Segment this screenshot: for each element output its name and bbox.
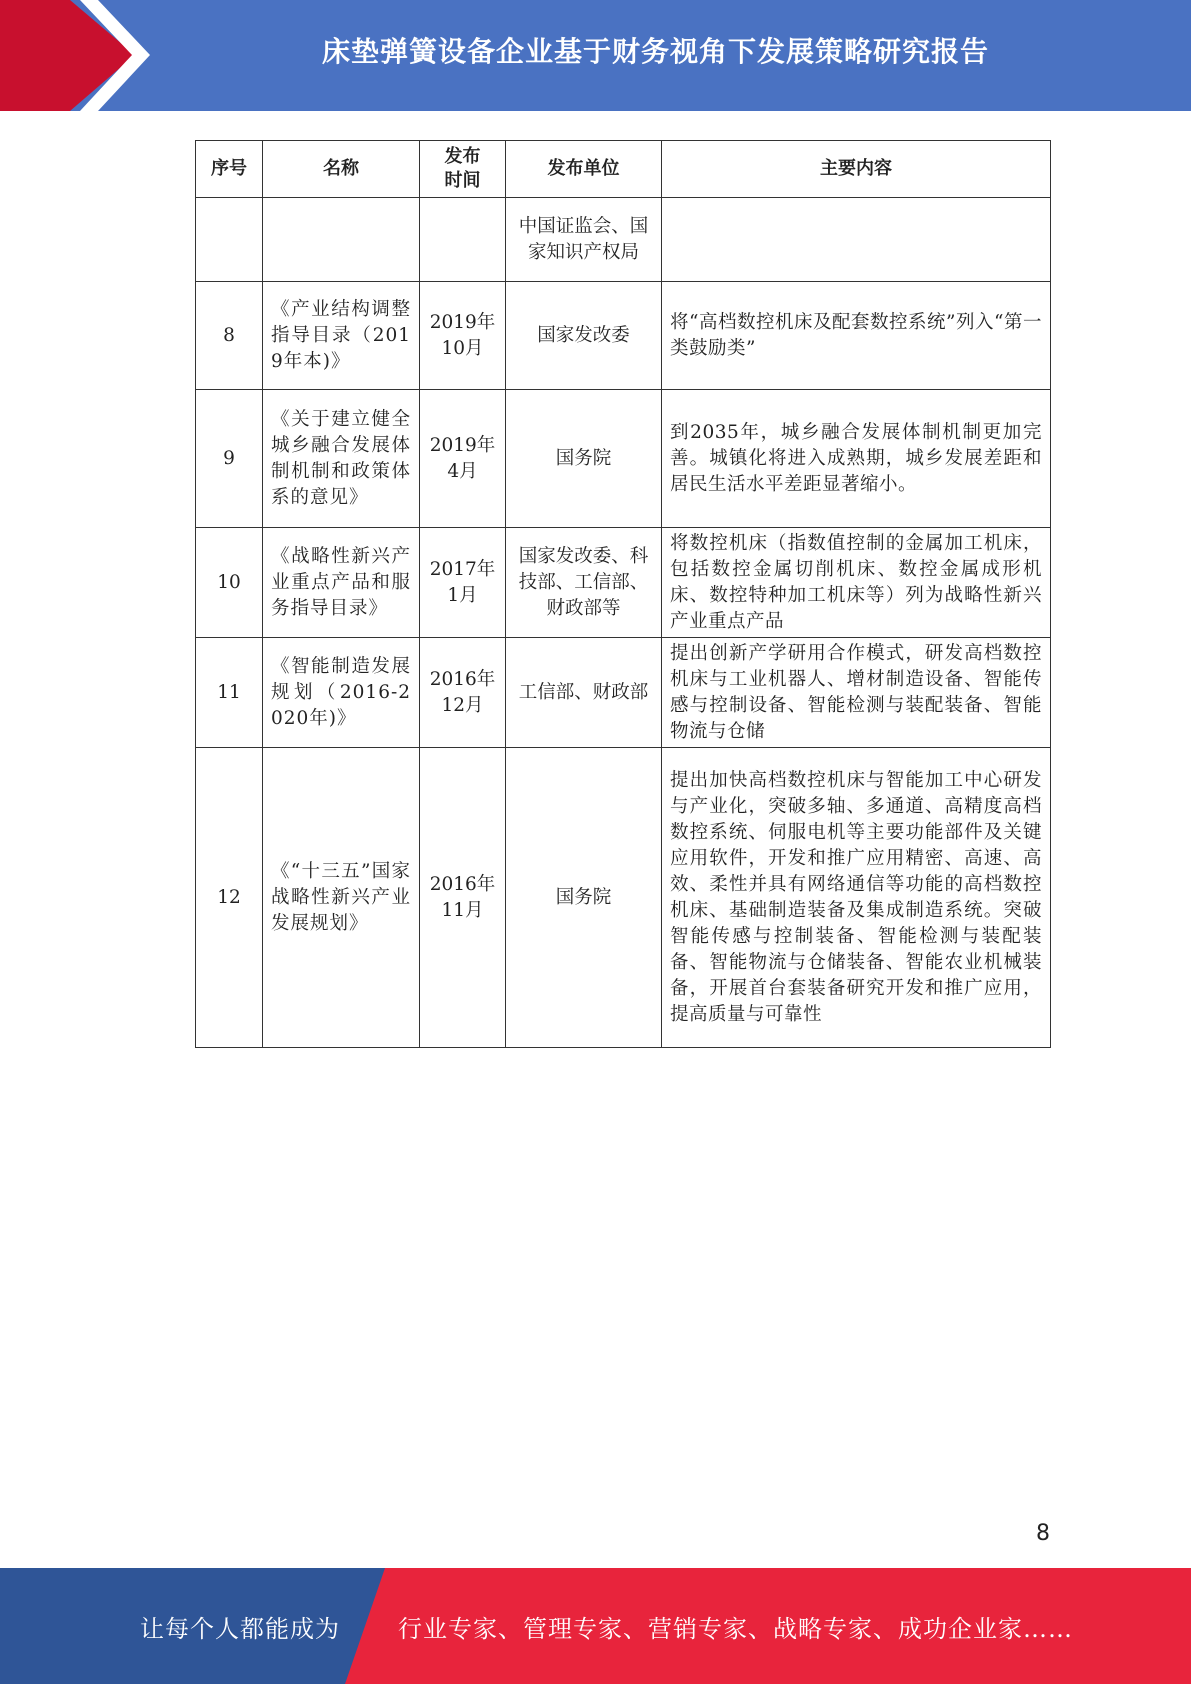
row-content: 将数控机床（指数值控制的金属加工机床，包括数控金属切削机床、数控金属成形机床、数控特种加工机床等）列为战略性新兴产业重点产品 bbox=[662, 528, 1051, 638]
row-content bbox=[662, 198, 1051, 282]
header-time-line2: 时间 bbox=[444, 170, 481, 191]
page-footer bbox=[0, 1568, 1191, 1684]
row-publisher: 国务院 bbox=[506, 390, 662, 528]
row-name bbox=[263, 198, 420, 282]
table-header-row bbox=[196, 141, 1051, 198]
row-publisher: 工信部、财政部 bbox=[506, 638, 662, 748]
row-content: 到2035年，城乡融合发展体制机制更加完善。城镇化将进入成熟期，城乡发展差距和居民生活水平差距显著缩小。 bbox=[662, 390, 1051, 528]
header-arrow-decoration bbox=[0, 0, 200, 111]
row-idx: 11 bbox=[196, 638, 263, 748]
footer-slogan-left: 让每个人都能成为 bbox=[140, 1614, 340, 1643]
header-idx: 序号 bbox=[196, 141, 263, 198]
row-publisher: 国务院 bbox=[506, 748, 662, 1048]
page-header bbox=[0, 0, 1191, 111]
policy-table bbox=[195, 140, 1051, 1048]
row-content: 提出创新产学研用合作模式，研发高档数控机床与工业机器人、增材制造设备、智能传感与控制设备、智能检测与装配装备、智能物流与仓储 bbox=[662, 638, 1051, 748]
row-publisher: 中国证监会、国家知识产权局 bbox=[506, 198, 662, 282]
report-title: 床垫弹簧设备企业基于财务视角下发展策略研究报告 bbox=[321, 35, 989, 68]
row-time: 2017年1月 bbox=[420, 528, 506, 638]
row-name: 《“十三五”国家战略性新兴产业发展规划》 bbox=[263, 748, 420, 1048]
row-name: 《智能制造发展规划（2016-2020年)》 bbox=[263, 638, 420, 748]
table-row bbox=[196, 198, 1051, 282]
header-name: 名称 bbox=[263, 141, 420, 198]
row-content: 将“高档数控机床及配套数控系统”列入“第一类鼓励类” bbox=[662, 282, 1051, 390]
row-time: 2016年11月 bbox=[420, 748, 506, 1048]
header-time bbox=[420, 141, 506, 198]
row-content: 提出加快高档数控机床与智能加工中心研发与产业化，突破多轴、多通道、高精度高档数控系统、伺服电机等主要功能部件及关键应用软件，开发和推广应用精密、高速、高效、柔性并具有网络通信等功能的高档数控机床、基础制造装备及集成制造系统。突破智能传感与控制装备、智能检测与装配装备、智能物流与仓储装备、智能农业机械装备，开展首台套装备研究开发和推广应用，提高质量与可靠性 bbox=[662, 748, 1051, 1048]
row-publisher: 国家发改委 bbox=[506, 282, 662, 390]
header-content: 主要内容 bbox=[662, 141, 1051, 198]
row-time bbox=[420, 198, 506, 282]
table-row bbox=[196, 282, 1051, 390]
row-time: 2016年12月 bbox=[420, 638, 506, 748]
footer-slogan-right: 行业专家、管理专家、营销专家、战略专家、成功企业家…… bbox=[398, 1614, 1073, 1643]
row-publisher: 国家发改委、科技部、工信部、财政部等 bbox=[506, 528, 662, 638]
table-row bbox=[196, 638, 1051, 748]
table-row bbox=[196, 528, 1051, 638]
table-row bbox=[196, 390, 1051, 528]
row-idx: 12 bbox=[196, 748, 263, 1048]
header-publisher: 发布单位 bbox=[506, 141, 662, 198]
row-idx bbox=[196, 198, 263, 282]
row-name: 《战略性新兴产业重点产品和服务指导目录》 bbox=[263, 528, 420, 638]
row-name: 《关于建立健全城乡融合发展体制机制和政策体系的意见》 bbox=[263, 390, 420, 528]
header-time-line1: 发布 bbox=[444, 146, 481, 167]
row-name: 《产业结构调整指导目录（2019年本)》 bbox=[263, 282, 420, 390]
table-row bbox=[196, 748, 1051, 1048]
row-idx: 8 bbox=[196, 282, 263, 390]
row-idx: 9 bbox=[196, 390, 263, 528]
row-time: 2019年4月 bbox=[420, 390, 506, 528]
row-time: 2019年10月 bbox=[420, 282, 506, 390]
page-number: 8 bbox=[1036, 1521, 1050, 1546]
row-idx: 10 bbox=[196, 528, 263, 638]
